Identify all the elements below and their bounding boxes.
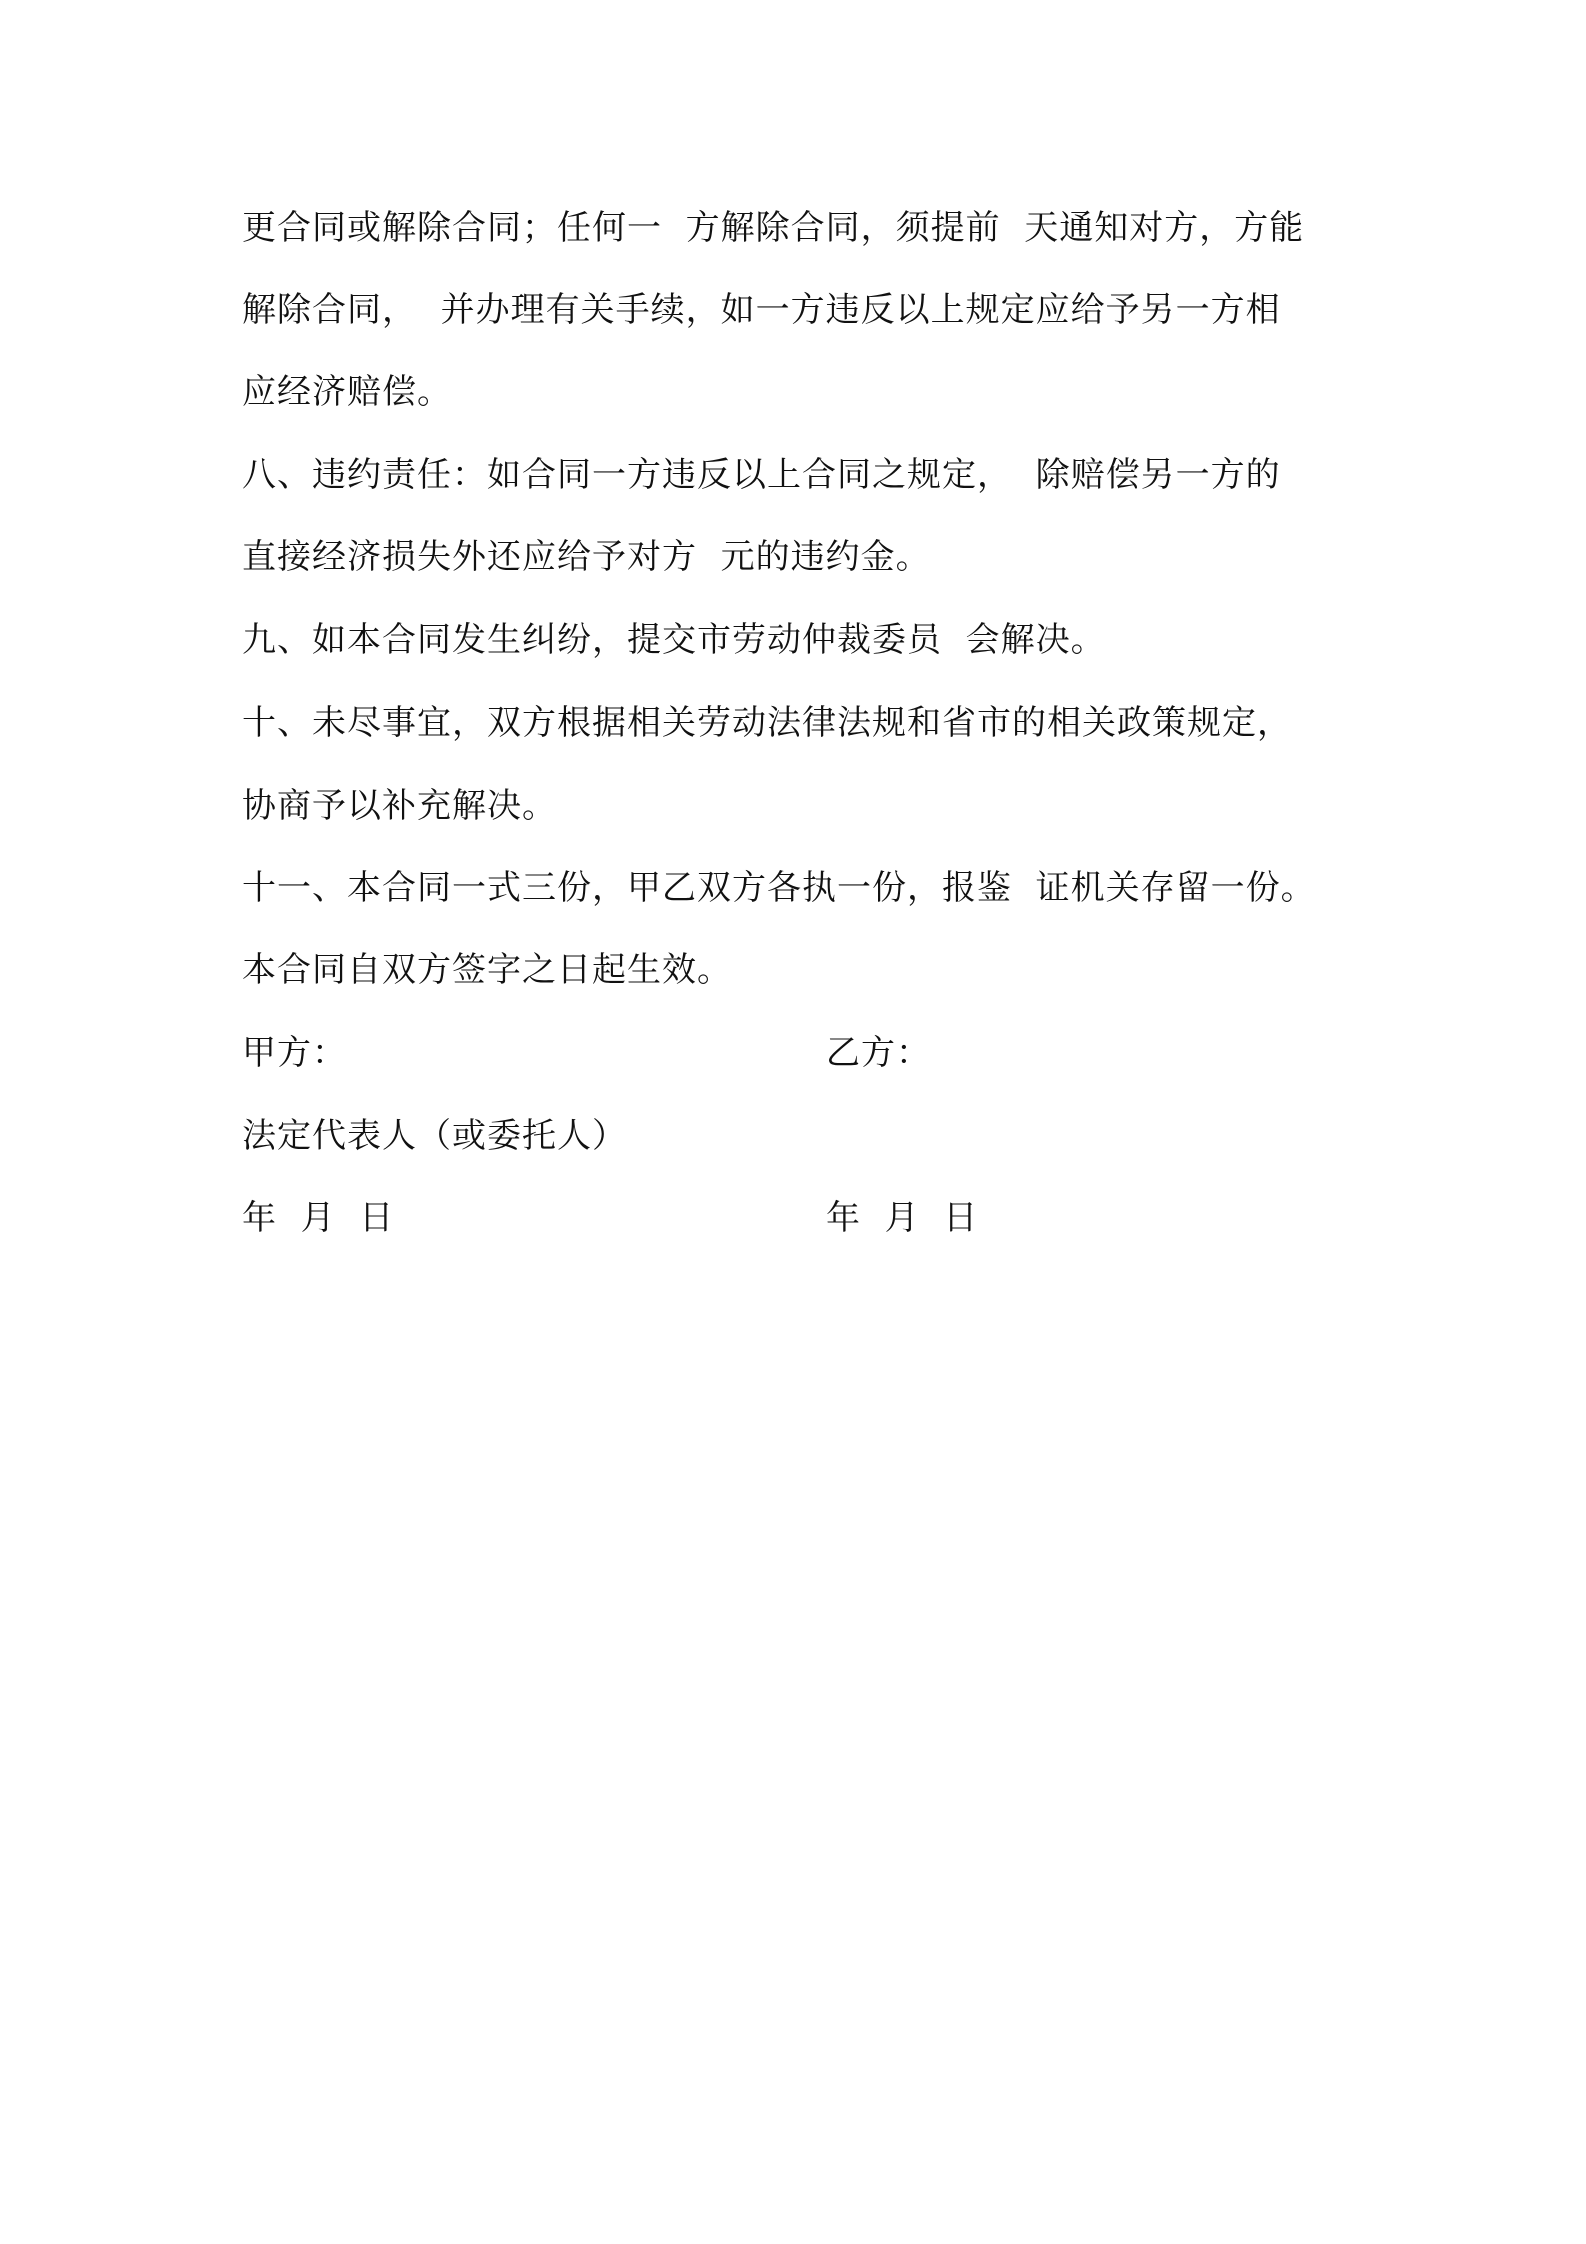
clause-10-line-2: 协商予以补充解决。: [242, 786, 557, 826]
clause-11: 十一、本合同一式三份，甲乙双方各执一份，报鉴 证机关存留一份。: [242, 868, 1316, 908]
text-line-2: 解除合同， 并办理有关手续，如一方违反以上规定应给予另一方相: [242, 290, 1281, 330]
party-b-label: 乙方：: [826, 1033, 931, 1073]
legal-representative-label: 法定代表人（或委托人）: [242, 1116, 627, 1156]
effective-clause: 本合同自双方签字之日起生效。: [242, 950, 732, 990]
text-line-1: 更合同或解除合同；任何一 方解除合同，须提前 天通知对方，方能: [242, 208, 1305, 248]
clause-8-line-1: 八、违约责任：如合同一方违反以上合同之规定， 除赔偿另一方的: [242, 455, 1281, 495]
clause-8-line-2: 直接经济损失外还应给予对方 元的违约金。: [242, 537, 931, 577]
party-a-label: 甲方：: [242, 1033, 347, 1073]
party-a-date: 年 月 日: [242, 1198, 395, 1238]
party-b-date: 年 月 日: [826, 1198, 979, 1238]
text-line-3: 应经济赔偿。: [242, 372, 452, 412]
clause-9: 九、如本合同发生纠纷，提交市劳动仲裁委员 会解决。: [242, 620, 1106, 660]
clause-10-line-1: 十、未尽事宜，双方根据相关劳动法律法规和省市的相关政策规定，: [242, 703, 1292, 743]
